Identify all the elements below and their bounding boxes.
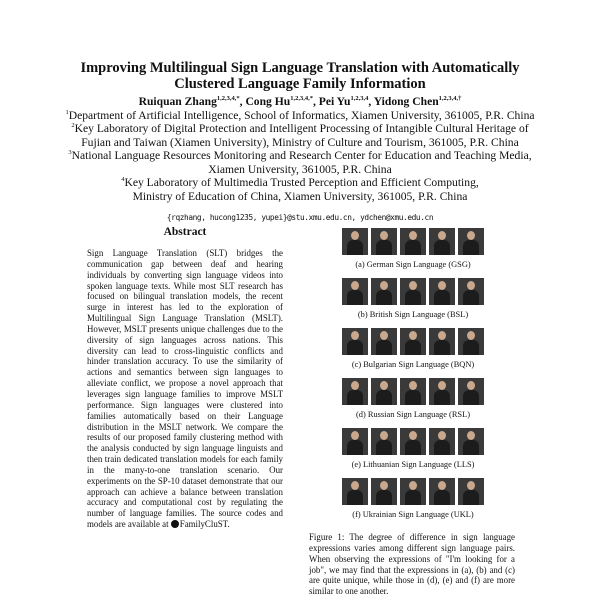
affiliation-line — [20, 122, 580, 136]
figure-caption: Figure 1: The degree of difference in sign language expressions varies among different sign language pairs. When observing the expressions of "I'm looking for a job", we may find that the expressions in (a), (b) and (c) are quite unique, while those in (d), (e) and (f) are more similar to one another. — [309, 532, 515, 597]
subfigure-caption: (a) German Sign Language (GSG) — [355, 260, 471, 269]
subfigure-caption: (c) Bulgarian Sign Language (BQN) — [351, 360, 475, 369]
author-emails: {rqzhang, hucong1235, yupei}@stu.xmu.edu.cn, ydchen@xmu.edu.cn — [166, 213, 434, 222]
author-marks: 1,2,3,4,* — [216, 95, 240, 103]
video-frame-strip — [313, 378, 513, 405]
video-frame-strip — [313, 428, 513, 455]
video-frame — [429, 378, 455, 405]
author-name: Pei Yu — [318, 95, 351, 108]
video-frame-strip — [313, 328, 513, 355]
paper-title — [40, 60, 560, 92]
abstract-heading: Abstract — [163, 226, 207, 238]
video-frame — [458, 428, 484, 455]
video-frame — [342, 328, 368, 355]
affiliation-mark: 2 — [71, 122, 75, 130]
title-line-1: Improving Multilingual Sign Language Translation with Automatically — [80, 60, 520, 76]
video-frame — [429, 278, 455, 305]
author-name: Cong Hu — [245, 95, 291, 108]
video-frame — [458, 228, 484, 255]
subfigure-caption: (d) Russian Sign Language (RSL) — [356, 410, 470, 419]
video-frame — [429, 328, 455, 355]
video-frame — [371, 228, 397, 255]
author-marks: 1,2,3,4 — [350, 95, 369, 103]
video-frame — [400, 328, 426, 355]
author-marks: 1,2,3,4,* — [290, 95, 313, 103]
affiliation-line — [20, 190, 580, 204]
subfigure-caption: (b) British Sign Language (BSL) — [357, 310, 469, 319]
video-frame — [371, 328, 397, 355]
affiliation-line — [20, 163, 580, 177]
author-name: Yidong Chen — [373, 95, 439, 108]
affiliation-line — [20, 109, 580, 123]
video-frame — [342, 228, 368, 255]
subfigure-caption: (f) Ukrainian Sign Language (UKL) — [352, 510, 474, 519]
figure-row — [313, 428, 513, 478]
affiliation-mark: 1 — [65, 108, 69, 116]
author-list: Ruiquan Zhang$^{1,2,3,4,*}$, Cong $Hu^{1,2,3,4,*}$, Pei Yu$^{1,2,3,4}$, Yidong Chen$^{1,2,3,4,\dagger}$ — [138, 95, 462, 108]
figure-row — [313, 378, 513, 428]
figure-row — [313, 478, 513, 528]
abstract-body — [87, 248, 283, 530]
affiliation-text: Department of Artificial Intelligence, School of Informatics, Xiamen University, 361005, P.R. China — [68, 108, 535, 122]
repo-link[interactable]: FamilyCluST. — [179, 519, 230, 530]
video-frame — [429, 228, 455, 255]
video-frame — [429, 478, 455, 505]
affiliation-mark: 4 — [121, 176, 125, 184]
abstract-text: Sign Language Translation (SLT) bridges the communication gap between deaf and hearing individuals by converting sign language videos into spoken language texts. While most SLT research has focused on bilingual translation models, the recent surge in interest has led to the exploration of Multilingual Sign Language Translation (MSLT). However, MSLT presents unique challenges due to the diversity of sign languages across nations. This diversity can lead to cross-linguistic conflicts and hinder translation accuracy. To use the similarity of actions and semantics between sign languages to alleviate conflict, we propose a novel approach that leverages sign language families to improve MSLT performance. Sign languages were clustered into families automatically based on their Language distribution in the MSLT network. We compare the results of our proposed family clustering method with the analysis conducted by sign language linguists and then train dedicated translation models for each family in the many-to-one translation scenario. Our experiments on the SP-10 dataset demonstrate that our approach can achieve a balance between translation accuracy and computational cost by regulating the number of language families. The source codes and models are available at — [87, 248, 283, 530]
video-frame-strip — [313, 478, 513, 505]
video-frame — [342, 478, 368, 505]
video-frame — [371, 278, 397, 305]
subfigure-caption: (e) Lithuanian Sign Language (LLS) — [351, 460, 475, 469]
video-frame — [400, 478, 426, 505]
author-block — [20, 95, 580, 203]
author-name: Ruiquan Zhang — [138, 95, 217, 108]
video-frame — [371, 378, 397, 405]
affiliation-text: Key Laboratory of Multimedia Trusted Perception and Efficient Computing, — [124, 176, 479, 189]
affiliation-line — [20, 176, 580, 190]
title-line-2: Clustered Language Family Information — [174, 76, 426, 92]
video-frame — [342, 428, 368, 455]
video-frame — [458, 378, 484, 405]
video-frame-strip — [313, 228, 513, 255]
figure-row — [313, 278, 513, 328]
author-marks: 1,2,3,4,† — [438, 95, 462, 103]
video-frame — [458, 278, 484, 305]
affiliation-mark: 3 — [68, 149, 72, 157]
video-frame — [458, 478, 484, 505]
affiliation-line — [20, 136, 580, 150]
video-frame — [371, 428, 397, 455]
affiliation-text: Fujian and Taiwan (Xiamen University), Ministry of Culture and Tourism, 361005, P.R. China — [81, 135, 519, 149]
video-frame — [429, 428, 455, 455]
affiliation-line — [20, 149, 580, 163]
video-frame — [342, 378, 368, 405]
affiliation-text: National Language Resources Monitoring and Research Center for Education and Teaching Media, — [71, 149, 532, 162]
figure-row — [313, 228, 513, 278]
video-frame — [400, 278, 426, 305]
affiliation-text: Ministry of Education of China, Xiamen University, 361005, P.R. China — [132, 189, 468, 203]
affiliation-text: Xiamen University, 361005, P.R. China — [208, 162, 392, 176]
video-frame — [400, 378, 426, 405]
video-frame — [400, 228, 426, 255]
affiliation-text: Key Laboratory of Digital Protection and Intelligent Processing of Intangible Cultural Heritage of — [74, 122, 529, 135]
github-icon — [171, 520, 179, 528]
video-frame-strip — [313, 278, 513, 305]
figure-1 — [313, 228, 513, 528]
video-frame — [458, 328, 484, 355]
video-frame — [342, 278, 368, 305]
video-frame — [400, 428, 426, 455]
figure-row — [313, 328, 513, 378]
video-frame — [371, 478, 397, 505]
